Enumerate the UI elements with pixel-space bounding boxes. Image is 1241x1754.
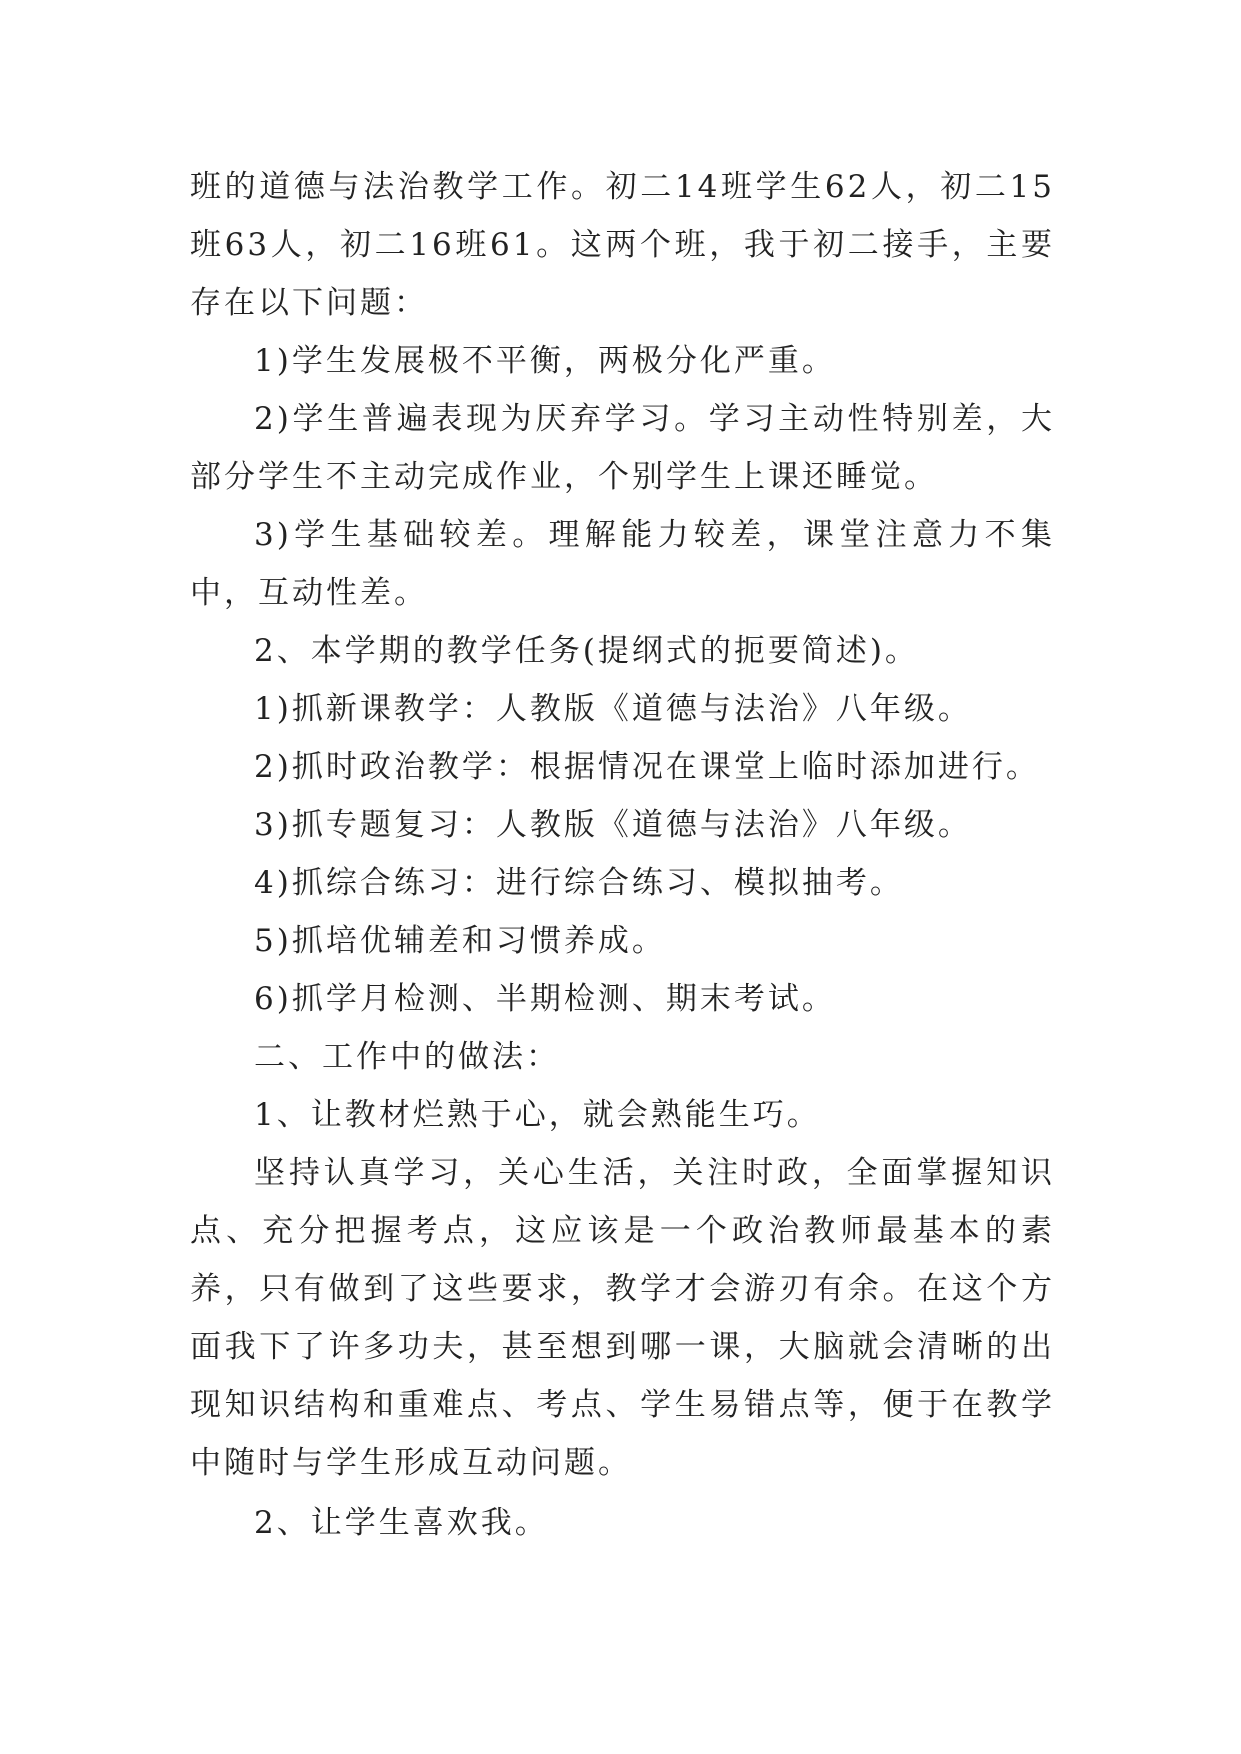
paragraph-8: 3)抓专题复习：人教版《道德与法治》八年级。 xyxy=(254,807,972,843)
paragraph-6: 1)抓新课教学：人教版《道德与法治》八年级。 xyxy=(254,691,972,727)
paragraph-2: 1)学生发展极不平衡，两极分化严重。 xyxy=(254,343,836,379)
paragraph-4: 3)学生基础较差。理解能力较差，课堂注意力不集中，互动性差。 xyxy=(190,517,1055,611)
paragraph-14: 坚持认真学习，关心生活，关注时政，全面掌握知识点、充分把握考点，这应该是一个政治教师最基本的素养，只有做到了这些要求，教学才会游刃有余。在这个方面我下了许多功夫，甚至想到哪一课，大脑就会清晰的出现知识结构和重难点、考点、学生易错点等，便于在教学中随时与学生形成互动问题。 xyxy=(190,1155,1055,1481)
paragraph-5: 2、本学期的教学任务(提纲式的扼要简述)。 xyxy=(254,633,919,669)
document-body xyxy=(190,158,1055,1552)
paragraph-9: 4)抓综合练习：进行综合练习、模拟抽考。 xyxy=(254,865,904,901)
paragraph-1: 班的道德与法治教学工作。初二14班学生62人，初二15班63人，初二16班61。这两个班，我于初二接手，主要存在以下问题： xyxy=(190,169,1055,321)
paragraph-12: 二、工作中的做法： xyxy=(254,1039,560,1075)
paragraph-13: 1、让教材烂熟于心，就会熟能生巧。 xyxy=(254,1097,821,1133)
paragraph-7: 2)抓时政治教学：根据情况在课堂上临时添加进行。 xyxy=(254,749,1040,785)
paragraph-10: 5)抓培优辅差和习惯养成。 xyxy=(254,923,666,959)
paragraph-3: 2)学生普遍表现为厌弃学习。学习主动性特别差，大部分学生不主动完成作业，个别学生上课还睡觉。 xyxy=(190,401,1055,495)
paragraph-15: 2、让学生喜欢我。 xyxy=(254,1505,549,1541)
paragraph-11: 6)抓学月检测、半期检测、期末考试。 xyxy=(254,981,836,1017)
